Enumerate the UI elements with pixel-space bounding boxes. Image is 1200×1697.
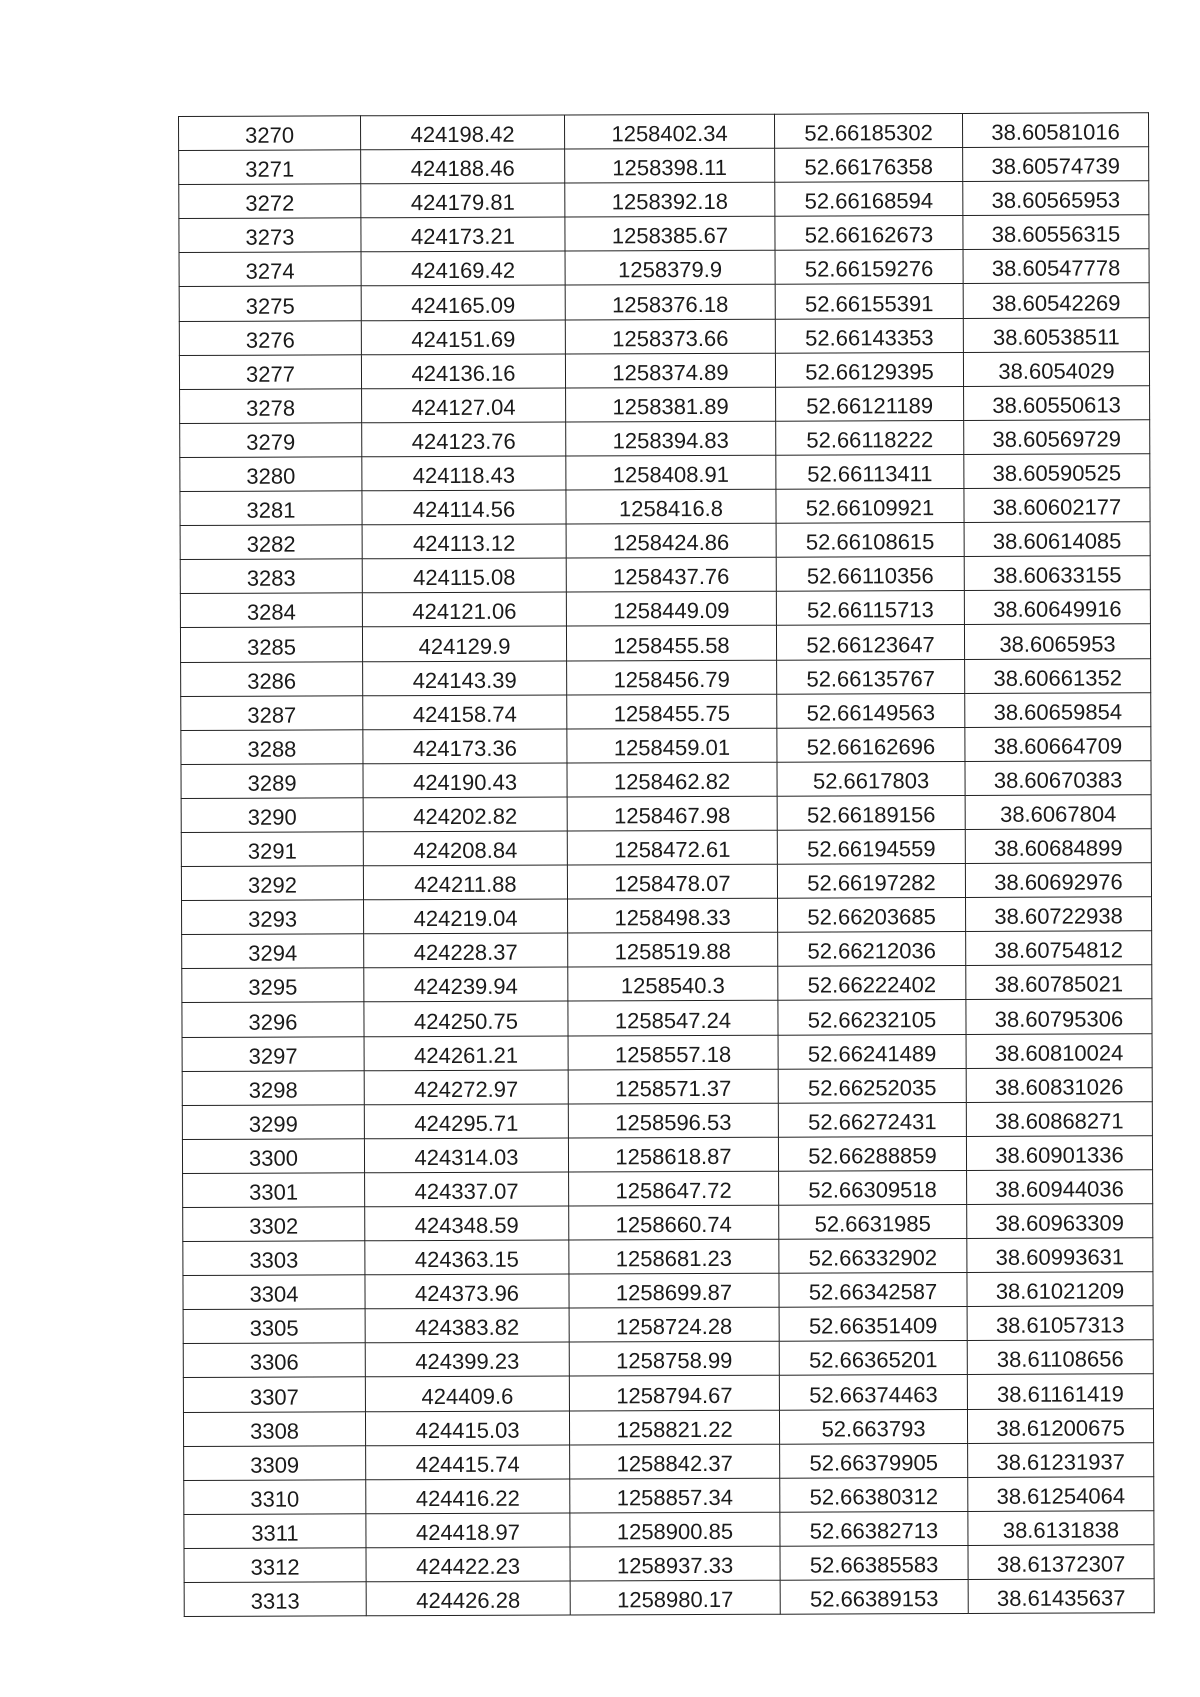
latitude-cell: 52.66389153 (780, 1580, 968, 1615)
x-coordinate-cell: 424348.59 (365, 1206, 569, 1241)
x-coordinate-cell: 424208.84 (363, 831, 567, 866)
y-coordinate-cell: 1258459.01 (567, 728, 777, 763)
table-row (180, 522, 1150, 560)
x-coordinate-cell: 424373.96 (365, 1274, 569, 1309)
latitude-cell: 52.66149563 (777, 693, 965, 728)
y-coordinate-cell: 1258472.61 (567, 830, 777, 865)
y-coordinate-cell: 1258437.76 (566, 557, 776, 592)
point-number-cell: 3303 (183, 1241, 365, 1276)
point-number-cell: 3309 (184, 1445, 366, 1480)
point-number-cell: 3307 (183, 1377, 365, 1412)
longitude-cell: 38.60993631 (967, 1238, 1153, 1273)
longitude-cell: 38.61021209 (967, 1272, 1153, 1307)
longitude-cell: 38.60810024 (966, 1033, 1152, 1068)
latitude-cell: 52.6617803 (777, 761, 965, 796)
y-coordinate-cell: 1258462.82 (567, 762, 777, 797)
y-coordinate-cell: 1258408.91 (566, 455, 776, 490)
longitude-cell: 38.61435637 (968, 1579, 1154, 1614)
latitude-cell: 52.66168594 (775, 182, 963, 217)
latitude-cell: 52.66118222 (776, 420, 964, 455)
point-number-cell: 3290 (181, 798, 363, 833)
x-coordinate-cell: 424173.21 (361, 217, 565, 252)
table-row (181, 726, 1151, 764)
table-row (184, 1511, 1154, 1549)
longitude-cell: 38.60538511 (963, 317, 1149, 352)
point-number-cell: 3312 (184, 1548, 366, 1583)
x-coordinate-cell: 424173.36 (363, 729, 567, 764)
x-coordinate-cell: 424418.97 (366, 1513, 570, 1548)
point-number-cell: 3285 (180, 627, 362, 662)
table-row (183, 1170, 1153, 1208)
latitude-cell: 52.66288859 (778, 1136, 966, 1171)
point-number-cell: 3282 (180, 525, 362, 560)
x-coordinate-cell: 424113.12 (362, 524, 566, 559)
table-body (179, 113, 1155, 1617)
y-coordinate-cell: 1258519.88 (568, 932, 778, 967)
x-coordinate-cell: 424383.82 (365, 1308, 569, 1343)
y-coordinate-cell: 1258647.72 (569, 1171, 779, 1206)
latitude-cell: 52.66365201 (779, 1341, 967, 1376)
table-row (183, 1306, 1153, 1344)
latitude-cell: 52.66351409 (779, 1307, 967, 1342)
table-row (181, 829, 1151, 867)
longitude-cell: 38.61057313 (967, 1306, 1153, 1341)
table-row (184, 1545, 1154, 1583)
y-coordinate-cell: 1258498.33 (568, 898, 778, 933)
y-coordinate-cell: 1258571.37 (568, 1069, 778, 1104)
point-number-cell: 3302 (183, 1207, 365, 1242)
latitude-cell: 52.66176358 (775, 148, 963, 183)
longitude-cell: 38.60581016 (962, 113, 1148, 148)
latitude-cell: 52.66382713 (780, 1511, 968, 1546)
point-number-cell: 3289 (181, 764, 363, 799)
point-number-cell: 3274 (179, 252, 361, 287)
latitude-cell: 52.66189156 (777, 795, 965, 830)
latitude-cell: 52.66212036 (778, 932, 966, 967)
longitude-cell: 38.60569729 (964, 420, 1150, 455)
x-coordinate-cell: 424151.69 (361, 320, 565, 355)
longitude-cell: 38.60659854 (965, 692, 1151, 727)
latitude-cell: 52.66222402 (778, 966, 966, 1001)
table-row (180, 488, 1150, 526)
x-coordinate-cell: 424272.97 (364, 1070, 568, 1105)
latitude-cell: 52.66159276 (775, 250, 963, 285)
latitude-cell: 52.66155391 (775, 284, 963, 319)
point-number-cell: 3272 (179, 184, 361, 219)
point-number-cell: 3293 (182, 900, 364, 935)
longitude-cell: 38.60633155 (964, 556, 1150, 591)
x-coordinate-cell: 424129.9 (362, 626, 566, 661)
latitude-cell: 52.66241489 (778, 1034, 966, 1069)
coordinates-table (178, 112, 1155, 1617)
table-row (182, 897, 1152, 935)
latitude-cell: 52.66232105 (778, 1000, 966, 1035)
latitude-cell: 52.66309518 (779, 1170, 967, 1205)
x-coordinate-cell: 424127.04 (362, 388, 566, 423)
point-number-cell: 3291 (181, 832, 363, 867)
point-number-cell: 3277 (179, 354, 361, 389)
latitude-cell: 52.66162696 (777, 727, 965, 762)
point-number-cell: 3308 (183, 1411, 365, 1446)
point-number-cell: 3297 (182, 1036, 364, 1071)
point-number-cell: 3276 (179, 320, 361, 355)
longitude-cell: 38.60661352 (965, 658, 1151, 693)
longitude-cell: 38.60664709 (965, 726, 1151, 761)
point-number-cell: 3300 (182, 1139, 364, 1174)
y-coordinate-cell: 1258381.89 (566, 387, 776, 422)
x-coordinate-cell: 424202.82 (363, 797, 567, 832)
latitude-cell: 52.66203685 (778, 898, 966, 933)
latitude-cell: 52.66332902 (779, 1239, 967, 1274)
table-row (181, 863, 1151, 901)
y-coordinate-cell: 1258842.37 (570, 1444, 780, 1479)
table-row (182, 1101, 1152, 1139)
y-coordinate-cell: 1258980.17 (570, 1580, 780, 1615)
x-coordinate-cell: 424415.03 (365, 1411, 569, 1446)
x-coordinate-cell: 424239.94 (364, 967, 568, 1002)
point-number-cell: 3270 (179, 116, 361, 151)
point-number-cell: 3301 (183, 1173, 365, 1208)
longitude-cell: 38.60785021 (966, 965, 1152, 1000)
x-coordinate-cell: 424295.71 (364, 1104, 568, 1139)
latitude-cell: 52.66272431 (778, 1102, 966, 1137)
y-coordinate-cell: 1258699.87 (569, 1273, 779, 1308)
table-row (182, 1067, 1152, 1105)
x-coordinate-cell: 424250.75 (364, 1001, 568, 1036)
x-coordinate-cell: 424115.08 (362, 558, 566, 593)
longitude-cell: 38.6131838 (968, 1511, 1154, 1546)
longitude-cell: 38.60602177 (964, 488, 1150, 523)
y-coordinate-cell: 1258416.8 (566, 489, 776, 524)
x-coordinate-cell: 424114.56 (362, 490, 566, 525)
point-number-cell: 3273 (179, 218, 361, 253)
x-coordinate-cell: 424228.37 (364, 933, 568, 968)
longitude-cell: 38.60547778 (963, 249, 1149, 284)
x-coordinate-cell: 424261.21 (364, 1036, 568, 1071)
y-coordinate-cell: 1258374.89 (565, 353, 775, 388)
x-coordinate-cell: 424409.6 (365, 1376, 569, 1411)
table-row (181, 761, 1151, 799)
x-coordinate-cell: 424165.09 (361, 285, 565, 320)
latitude-cell: 52.663793 (779, 1409, 967, 1444)
latitude-cell: 52.66108615 (776, 523, 964, 558)
point-number-cell: 3278 (180, 389, 362, 424)
y-coordinate-cell: 1258376.18 (565, 285, 775, 320)
latitude-cell: 52.66379905 (780, 1443, 968, 1478)
x-coordinate-cell: 424416.22 (366, 1479, 570, 1514)
y-coordinate-cell: 1258402.34 (564, 114, 774, 149)
latitude-cell: 52.66162673 (775, 216, 963, 251)
y-coordinate-cell: 1258540.3 (568, 967, 778, 1002)
table-row (182, 965, 1152, 1003)
latitude-cell: 52.66113411 (776, 454, 964, 489)
x-coordinate-cell: 424136.16 (361, 354, 565, 389)
table-row (183, 1204, 1153, 1242)
x-coordinate-cell: 424219.04 (364, 899, 568, 934)
table-row (183, 1238, 1153, 1276)
point-number-cell: 3299 (182, 1105, 364, 1140)
longitude-cell: 38.61161419 (967, 1374, 1153, 1409)
longitude-cell: 38.61108656 (967, 1340, 1153, 1375)
point-number-cell: 3305 (183, 1309, 365, 1344)
point-number-cell: 3292 (181, 866, 363, 901)
table-row (183, 1374, 1153, 1412)
y-coordinate-cell: 1258821.22 (569, 1410, 779, 1445)
table-row (182, 1033, 1152, 1071)
x-coordinate-cell: 424158.74 (363, 695, 567, 730)
point-number-cell: 3306 (183, 1343, 365, 1378)
latitude-cell: 52.66123647 (776, 625, 964, 660)
latitude-cell: 52.66121189 (776, 386, 964, 421)
latitude-cell: 52.66135767 (777, 659, 965, 694)
longitude-cell: 38.60670383 (965, 761, 1151, 796)
table-row (180, 386, 1150, 424)
longitude-cell: 38.60831026 (966, 1067, 1152, 1102)
y-coordinate-cell: 1258660.74 (569, 1205, 779, 1240)
table-row (182, 931, 1152, 969)
y-coordinate-cell: 1258681.23 (569, 1239, 779, 1274)
latitude-cell: 52.66143353 (775, 318, 963, 353)
y-coordinate-cell: 1258398.11 (565, 148, 775, 183)
longitude-cell: 38.60590525 (964, 454, 1150, 489)
point-number-cell: 3280 (180, 457, 362, 492)
x-coordinate-cell: 424179.81 (361, 183, 565, 218)
latitude-cell: 52.66385583 (780, 1545, 968, 1580)
longitude-cell: 38.60692976 (965, 863, 1151, 898)
longitude-cell: 38.61372307 (968, 1545, 1154, 1580)
y-coordinate-cell: 1258900.85 (570, 1512, 780, 1547)
table-row (180, 556, 1150, 594)
longitude-cell: 38.60722938 (966, 897, 1152, 932)
longitude-cell: 38.60754812 (966, 931, 1152, 966)
longitude-cell: 38.60684899 (965, 829, 1151, 864)
longitude-cell: 38.61200675 (967, 1408, 1153, 1443)
latitude-cell: 52.66252035 (778, 1068, 966, 1103)
point-number-cell: 3284 (180, 593, 362, 628)
point-number-cell: 3271 (179, 150, 361, 185)
table-row (184, 1442, 1154, 1480)
longitude-cell: 38.60565953 (963, 181, 1149, 216)
x-coordinate-cell: 424363.15 (365, 1240, 569, 1275)
y-coordinate-cell: 1258547.24 (568, 1001, 778, 1036)
y-coordinate-cell: 1258478.07 (567, 864, 777, 899)
table-row (182, 999, 1152, 1037)
point-number-cell: 3283 (180, 559, 362, 594)
point-number-cell: 3288 (181, 729, 363, 764)
latitude-cell: 52.66115713 (776, 591, 964, 626)
y-coordinate-cell: 1258456.79 (567, 660, 777, 695)
y-coordinate-cell: 1258557.18 (568, 1035, 778, 1070)
y-coordinate-cell: 1258857.34 (570, 1478, 780, 1513)
x-coordinate-cell: 424399.23 (365, 1342, 569, 1377)
table-row (179, 351, 1149, 389)
y-coordinate-cell: 1258467.98 (567, 796, 777, 831)
table-row (183, 1408, 1153, 1446)
x-coordinate-cell: 424123.76 (362, 422, 566, 457)
x-coordinate-cell: 424121.06 (362, 592, 566, 627)
y-coordinate-cell: 1258455.75 (567, 694, 777, 729)
point-number-cell: 3295 (182, 968, 364, 1003)
longitude-cell: 38.60574739 (963, 147, 1149, 182)
latitude-cell: 52.66374463 (779, 1375, 967, 1410)
longitude-cell: 38.6065953 (964, 624, 1150, 659)
latitude-cell: 52.66380312 (780, 1477, 968, 1512)
table-row (179, 283, 1149, 321)
table-row (179, 181, 1149, 219)
latitude-cell: 52.6631985 (779, 1204, 967, 1239)
y-coordinate-cell: 1258618.87 (568, 1137, 778, 1172)
table-row (180, 624, 1150, 662)
longitude-cell: 38.60542269 (963, 283, 1149, 318)
point-number-cell: 3294 (182, 934, 364, 969)
y-coordinate-cell: 1258794.67 (569, 1376, 779, 1411)
table-row (180, 590, 1150, 628)
longitude-cell: 38.60963309 (967, 1204, 1153, 1239)
longitude-cell: 38.60795306 (966, 999, 1152, 1034)
x-coordinate-cell: 424211.88 (363, 865, 567, 900)
y-coordinate-cell: 1258937.33 (570, 1546, 780, 1581)
y-coordinate-cell: 1258392.18 (565, 182, 775, 217)
table-row (183, 1272, 1153, 1310)
x-coordinate-cell: 424314.03 (364, 1138, 568, 1173)
point-number-cell: 3313 (184, 1582, 366, 1617)
longitude-cell: 38.60944036 (967, 1170, 1153, 1205)
latitude-cell: 52.66342587 (779, 1273, 967, 1308)
x-coordinate-cell: 424118.43 (362, 456, 566, 491)
point-number-cell: 3310 (184, 1480, 366, 1515)
longitude-cell: 38.60550613 (964, 386, 1150, 421)
y-coordinate-cell: 1258379.9 (565, 251, 775, 286)
table-row (184, 1579, 1154, 1617)
point-number-cell: 3298 (182, 1070, 364, 1105)
x-coordinate-cell: 424190.43 (363, 763, 567, 798)
longitude-cell: 38.60868271 (966, 1101, 1152, 1136)
latitude-cell: 52.66197282 (777, 864, 965, 899)
table-row (179, 317, 1149, 355)
y-coordinate-cell: 1258596.53 (568, 1103, 778, 1138)
y-coordinate-cell: 1258394.83 (566, 421, 776, 456)
table-row (179, 249, 1149, 287)
point-number-cell: 3311 (184, 1514, 366, 1549)
table-row (181, 795, 1151, 833)
y-coordinate-cell: 1258449.09 (566, 592, 776, 627)
table-row (183, 1340, 1153, 1378)
point-number-cell: 3296 (182, 1002, 364, 1037)
table-row (179, 215, 1149, 253)
table-row (182, 1136, 1152, 1174)
y-coordinate-cell: 1258724.28 (569, 1307, 779, 1342)
y-coordinate-cell: 1258455.58 (566, 626, 776, 661)
y-coordinate-cell: 1258385.67 (565, 216, 775, 251)
point-number-cell: 3281 (180, 491, 362, 526)
x-coordinate-cell: 424198.42 (361, 115, 565, 150)
x-coordinate-cell: 424422.23 (366, 1547, 570, 1582)
longitude-cell: 38.61231937 (968, 1442, 1154, 1477)
latitude-cell: 52.66109921 (776, 489, 964, 524)
longitude-cell: 38.6067804 (965, 795, 1151, 830)
longitude-cell: 38.60614085 (964, 522, 1150, 557)
point-number-cell: 3286 (181, 661, 363, 696)
table-row (181, 692, 1151, 730)
table-row (184, 1477, 1154, 1515)
y-coordinate-cell: 1258758.99 (569, 1342, 779, 1377)
y-coordinate-cell: 1258424.86 (566, 523, 776, 558)
x-coordinate-cell: 424415.74 (366, 1445, 570, 1480)
x-coordinate-cell: 424169.42 (361, 251, 565, 286)
table-row (180, 454, 1150, 492)
x-coordinate-cell: 424337.07 (365, 1172, 569, 1207)
table-row (179, 147, 1149, 185)
x-coordinate-cell: 424143.39 (363, 661, 567, 696)
longitude-cell: 38.61254064 (968, 1477, 1154, 1512)
latitude-cell: 52.66185302 (774, 113, 962, 148)
table-row (179, 113, 1149, 151)
table-row (180, 420, 1150, 458)
latitude-cell: 52.66129395 (775, 352, 963, 387)
point-number-cell: 3275 (179, 286, 361, 321)
table-row (181, 658, 1151, 696)
latitude-cell: 52.66194559 (777, 829, 965, 864)
longitude-cell: 38.6054029 (963, 351, 1149, 386)
longitude-cell: 38.60649916 (964, 590, 1150, 625)
x-coordinate-cell: 424426.28 (366, 1581, 570, 1616)
latitude-cell: 52.66110356 (776, 557, 964, 592)
point-number-cell: 3304 (183, 1275, 365, 1310)
longitude-cell: 38.60901336 (966, 1136, 1152, 1171)
longitude-cell: 38.60556315 (963, 215, 1149, 250)
x-coordinate-cell: 424188.46 (361, 149, 565, 184)
point-number-cell: 3287 (181, 695, 363, 730)
y-coordinate-cell: 1258373.66 (565, 319, 775, 354)
point-number-cell: 3279 (180, 423, 362, 458)
